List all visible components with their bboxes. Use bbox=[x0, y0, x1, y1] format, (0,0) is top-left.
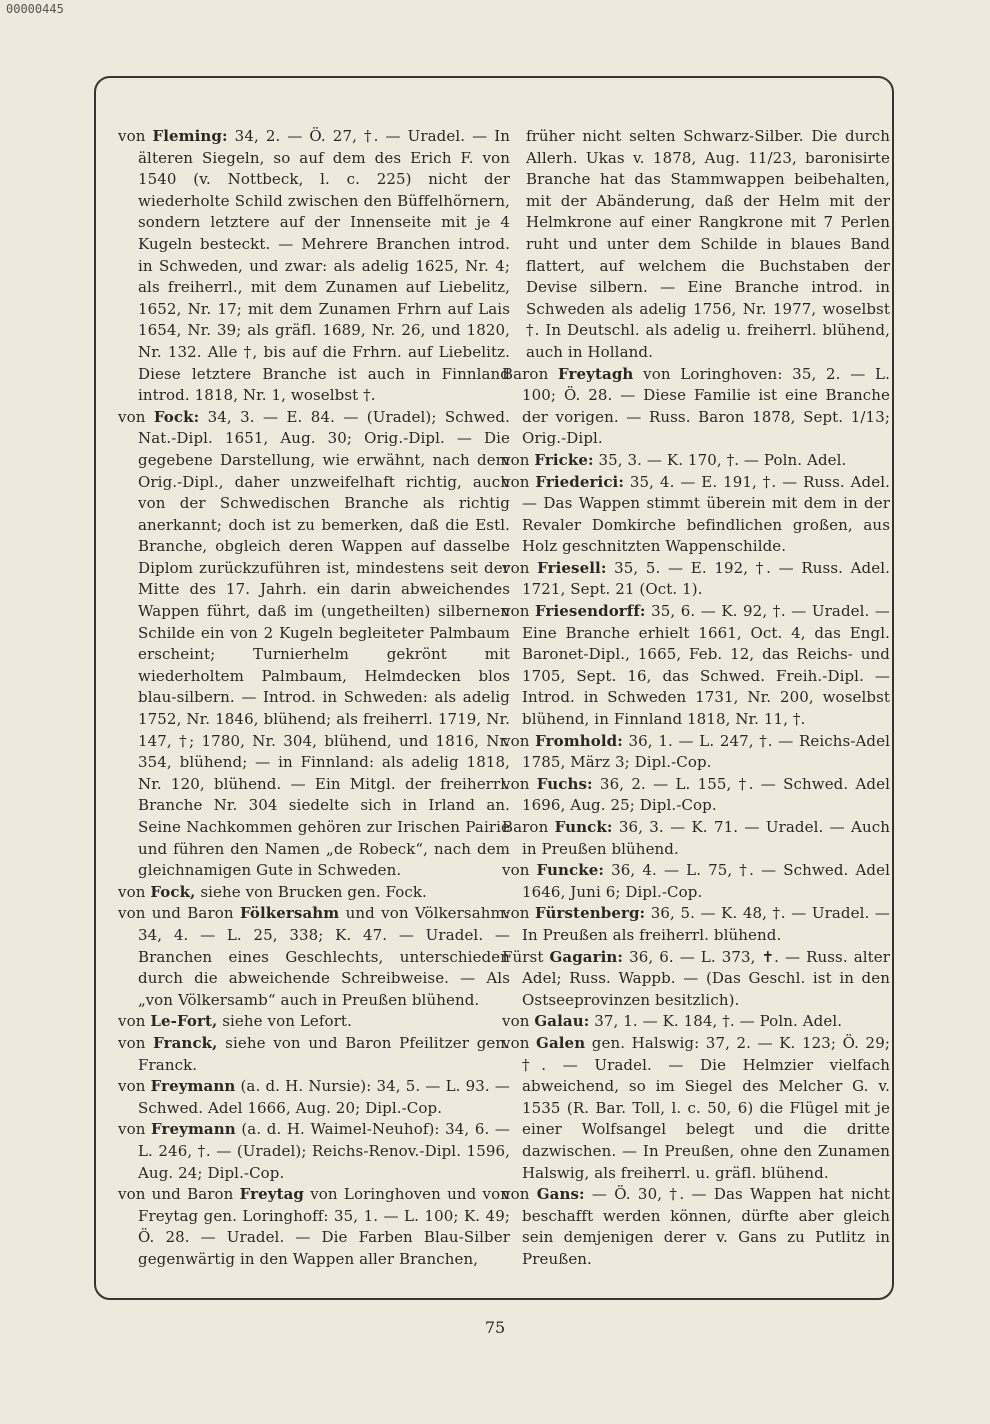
entry-text: (a. d. H. Waimel-Neuhof): 34, 6. — L. 246, †. — (Uradel); Reichs-Renov.-Dipl. 1596, Aug. 24; Dipl.-Cop. bbox=[138, 1120, 510, 1182]
entry bbox=[502, 860, 890, 903]
entry-name: Fuchs: bbox=[536, 774, 593, 793]
entry bbox=[118, 1011, 510, 1033]
entry-text: — Ö. 30, †. — Das Wappen hat nicht beschafft werden können, dürfte aber gleich sein demjenigen derer v. Gans zu Putlitz in Preußen. bbox=[522, 1185, 890, 1268]
entry bbox=[502, 817, 890, 860]
entry bbox=[502, 947, 890, 1012]
entry bbox=[118, 1076, 510, 1119]
entry-name: Freymann bbox=[150, 1077, 236, 1096]
entry-text: 36, 4. — L. 75, †. — Schwed. Adel 1646, Juni 6; Dipl.-Cop. bbox=[522, 861, 890, 901]
entry bbox=[502, 450, 890, 472]
entry-text: 35, 6. — K. 92, †. — Uradel. — Eine Branche erhielt 1661, Oct. 4, das Engl. Baronet-Dipl., 1665, Feb. 12, das Reichs- und 1705, Sept. 16, das Schwed. Freih.-Dipl. — Introd. in Schweden 1731, Nr. 200, woselbst blühend, in Finnland 1818, Nr. 11, †. bbox=[522, 602, 890, 729]
entry-prefix: von bbox=[502, 774, 530, 793]
entry-name: Fock: bbox=[153, 407, 200, 426]
entry bbox=[502, 774, 890, 817]
entry-name: Freymann bbox=[151, 1120, 236, 1139]
entry-name: Funcke: bbox=[536, 861, 605, 880]
entry-name: Le-Fort, bbox=[150, 1012, 218, 1031]
entry bbox=[502, 601, 890, 731]
entry-name: Funck: bbox=[554, 818, 613, 836]
entry-prefix: von und Baron bbox=[118, 904, 234, 923]
entry-name: Friesell: bbox=[537, 558, 607, 577]
entry-prefix: von bbox=[118, 1120, 146, 1139]
entry bbox=[118, 126, 510, 407]
entry-prefix: von bbox=[118, 1033, 146, 1052]
entry-text: siehe von Lefort. bbox=[222, 1012, 352, 1031]
entry bbox=[502, 472, 890, 558]
page-number: 75 bbox=[484, 1318, 506, 1337]
entry-text: und von Völkersahm: 34, 4. — L. 25, 338; K. 47. — Uradel. — Branchen eines Geschlechts, unterschieden durch die abweichende Schreibweise. — Als „von Völkersamb“ auch in Preußen blühend. bbox=[138, 904, 510, 1009]
entry-text: von Loringhoven und von Freytag gen. Loringhoff: 35, 1. — L. 100; K. 49; Ö. 28. — Uradel. — Die Farben Blau-Silber gegenwärtig in den Wappen aller Branchen, bbox=[138, 1185, 510, 1268]
entry-prefix: von bbox=[118, 407, 146, 426]
entry-prefix: von bbox=[502, 861, 530, 880]
entry bbox=[118, 903, 510, 1011]
entry-text: früher nicht selten Schwarz-Silber. Die durch Allerh. Ukas v. 1878, Aug. 11/23, baronisirte Branche hat das Stammwappen beibehalten, mit der Abänderung, daß der Helm mit der Helmkrone auf einer Rangkrone mit 7 Perlen ruht und unter dem Schilde in blaues Band flattert, auf welchem die Buchstaben der Devise silbern. — Eine Branche introd. in Schweden als adelig 1756, Nr. 1977, woselbst †. In Deutschl. als adelig u. freiherrl. blühend, auch in Holland. bbox=[526, 127, 890, 361]
entry-text: 35, 3. — K. 170, †. — Poln. Adel. bbox=[598, 450, 847, 469]
entry bbox=[502, 731, 890, 774]
entry bbox=[502, 1033, 890, 1184]
entry-prefix: Fürst bbox=[502, 947, 544, 966]
entry-prefix: von bbox=[502, 731, 530, 750]
entry bbox=[502, 126, 890, 364]
entry-prefix: von bbox=[118, 127, 146, 145]
entry-prefix: von bbox=[118, 1012, 146, 1031]
entry-name: Gagarin: bbox=[549, 947, 624, 966]
entry-text: gen. Halswig: 37, 2. — K. 123; Ö. 29; †. — Uradel. — Die Helmzier vielfach abweichend, so im Siegel des Melcher G. v. 1535 (R. Bar. Toll, l. c. 50, 6) die Flügel mit je einer Wolfsangel belegt und die dritte dazwischen. — In Preußen, ohne den Zunamen Halswig, als freiherrl. u. gräfl. blühend. bbox=[522, 1033, 890, 1182]
entry-name: Freytag bbox=[239, 1185, 305, 1204]
entry-name: Franck, bbox=[153, 1033, 218, 1052]
entry-prefix: von bbox=[502, 1185, 530, 1204]
entry-text: 37, 1. — K. 184, †. — Poln. Adel. bbox=[594, 1012, 843, 1031]
entry bbox=[118, 407, 510, 882]
entry-name: Gans: bbox=[536, 1185, 585, 1204]
entry bbox=[502, 558, 890, 601]
entry-text: 36, 2. — L. 155, †. — Schwed. Adel 1696, Aug. 25; Dipl.-Cop. bbox=[522, 774, 891, 815]
right-column bbox=[502, 126, 890, 1270]
entry-name: Fölkersahm bbox=[239, 904, 340, 923]
entry bbox=[118, 1033, 510, 1076]
entry-name: Fromhold: bbox=[535, 731, 623, 750]
entry-text: 35, 4. — E. 191, †. — Russ. Adel. — Das Wappen stimmt überein mit dem in der Revaler Domkirche befindlichen großen, aus Holz geschnitzten Wappenschilde. bbox=[522, 472, 890, 556]
entry-text: siehe von und Baron Pfeilitzer gen. Franck. bbox=[138, 1033, 511, 1074]
entry-name: Fricke: bbox=[534, 450, 594, 469]
entry-text: 34, 2. — Ö. 27, †. — Uradel. — In älteren Siegeln, so auf dem des Erich F. von 1540 (v. Nottbeck, l. c. 225) nicht der wiederholte Schild zwischen den Büffelhörnern, sondern letztere auf der Innenseite mit je 4 Kugeln besteckt. — Mehrere Branchen introd. in Schweden, und zwar: als adelig 1625, Nr. 4; als freiherrl., mit dem Zunamen auf Liebelitz, 1652, Nr. 17; mit dem Zunamen Frhrn auf Lais 1654, Nr. 39; als gräfl. 1689, Nr. 26, und 1820, Nr. 132. Alle †, bis auf die Frhrn. auf Liebelitz. Diese letztere Branche ist auch in Finnland introd. 1818, Nr. 1, woselbst †. bbox=[138, 127, 510, 405]
entry-text: 36, 6. — L. 373, ✝. — Russ. alter Adel; Russ. Wappb. — (Das Geschl. ist in den Ostseeprovinzen besitzlich). bbox=[522, 947, 891, 1009]
entry-name: Friesendorff: bbox=[534, 602, 646, 621]
entry-name: Freytagh bbox=[558, 364, 634, 383]
entry-text: siehe von Brucken gen. Fock. bbox=[200, 882, 427, 901]
entry-name: Friederici: bbox=[535, 472, 624, 491]
entry bbox=[118, 882, 510, 904]
entry-name: Galen bbox=[536, 1033, 586, 1052]
entry-text: 34, 3. — E. 84. — (Uradel); Schwed. Nat.-Dipl. 1651, Aug. 30; Orig.-Dipl. — Die gegebene Darstellung, wie erwähnt, nach dem Orig.-Dipl., daher unzweifelhaft richtig, auch von der Schwedischen Branche als richtig anerkannt; doch ist zu bemerken, daß die Estl. Branche, obgleich deren Wappen auf dasselbe Diplom zurückzuführen ist, mindestens seit der Mitte des 17. Jahrh. ein darin abweichendes Wappen führt, daß im (ungetheilten) silbernen Schilde ein von 2 Kugeln begleiteter Palmbaum erscheint; Turnierhelm gekrönt mit wiederholtem Palmbaum, Helmdecken blos blau-silbern. — Introd. in Schweden: als adelig 1752, Nr. 1846, blühend; als freiherrl. 1719, Nr. 147, †; 1780, Nr. 304, blühend, und 1816, Nr. 354, blühend; — in Finnland: als adelig 1818, Nr. 120, blühend. — Ein Mitgl. der freiherrl. Branche Nr. 304 siedelte sich in Irland an. Seine Nachkommen gehören zur Irischen Pairie und führen den Namen „de Robeck“, nach dem gleichnamigen Gute in Schweden. bbox=[138, 407, 510, 880]
entry-text: von Loringhoven: 35, 2. — L. 100; Ö. 28. — Diese Familie ist eine Branche der vorigen. — Russ. Baron 1878, Sept. 1/13; Orig.-Dipl. bbox=[522, 364, 890, 448]
entry-prefix: von bbox=[502, 472, 530, 491]
scan-id: 00000445 bbox=[6, 2, 64, 16]
entry bbox=[118, 1119, 510, 1184]
entry-prefix: von bbox=[502, 558, 530, 577]
entry-prefix: von bbox=[502, 1012, 530, 1031]
entry-prefix: Baron bbox=[502, 818, 549, 836]
entry-prefix: von bbox=[118, 1077, 146, 1096]
entry-name: Fleming: bbox=[152, 127, 228, 145]
entry bbox=[502, 1184, 890, 1270]
entry bbox=[502, 1011, 890, 1033]
entry-name: Fürstenberg: bbox=[535, 904, 646, 923]
entry bbox=[502, 903, 890, 946]
entry bbox=[118, 1184, 510, 1270]
entry-prefix: von bbox=[118, 882, 146, 901]
entry-text: (a. d. H. Nursie): 34, 5. — L. 93. — Schwed. Adel 1666, Aug. 20; Dipl.-Cop. bbox=[138, 1077, 511, 1117]
entry bbox=[502, 364, 890, 450]
entry-prefix: von bbox=[502, 602, 530, 621]
entry-prefix: von und Baron bbox=[118, 1185, 234, 1204]
left-column bbox=[118, 126, 510, 1270]
entry-prefix: von bbox=[502, 1033, 530, 1052]
entry-text: 36, 3. — K. 71. — Uradel. — Auch in Preußen blühend. bbox=[522, 818, 890, 858]
entry-text: 36, 5. — K. 48, †. — Uradel. — In Preußen als freiherrl. blühend. bbox=[522, 904, 890, 944]
entry-prefix: von bbox=[502, 904, 530, 923]
entry-text: 35, 5. — E. 192, †. — Russ. Adel. 1721, Sept. 21 (Oct. 1). bbox=[522, 558, 890, 599]
entry-name: Fock, bbox=[150, 882, 196, 901]
entry-prefix: von bbox=[502, 450, 530, 469]
entry-prefix: Baron bbox=[502, 364, 549, 383]
entry-name: Galau: bbox=[534, 1012, 590, 1031]
entry-text: 36, 1. — L. 247, †. — Reichs-Adel 1785, März 3; Dipl.-Cop. bbox=[522, 731, 890, 772]
